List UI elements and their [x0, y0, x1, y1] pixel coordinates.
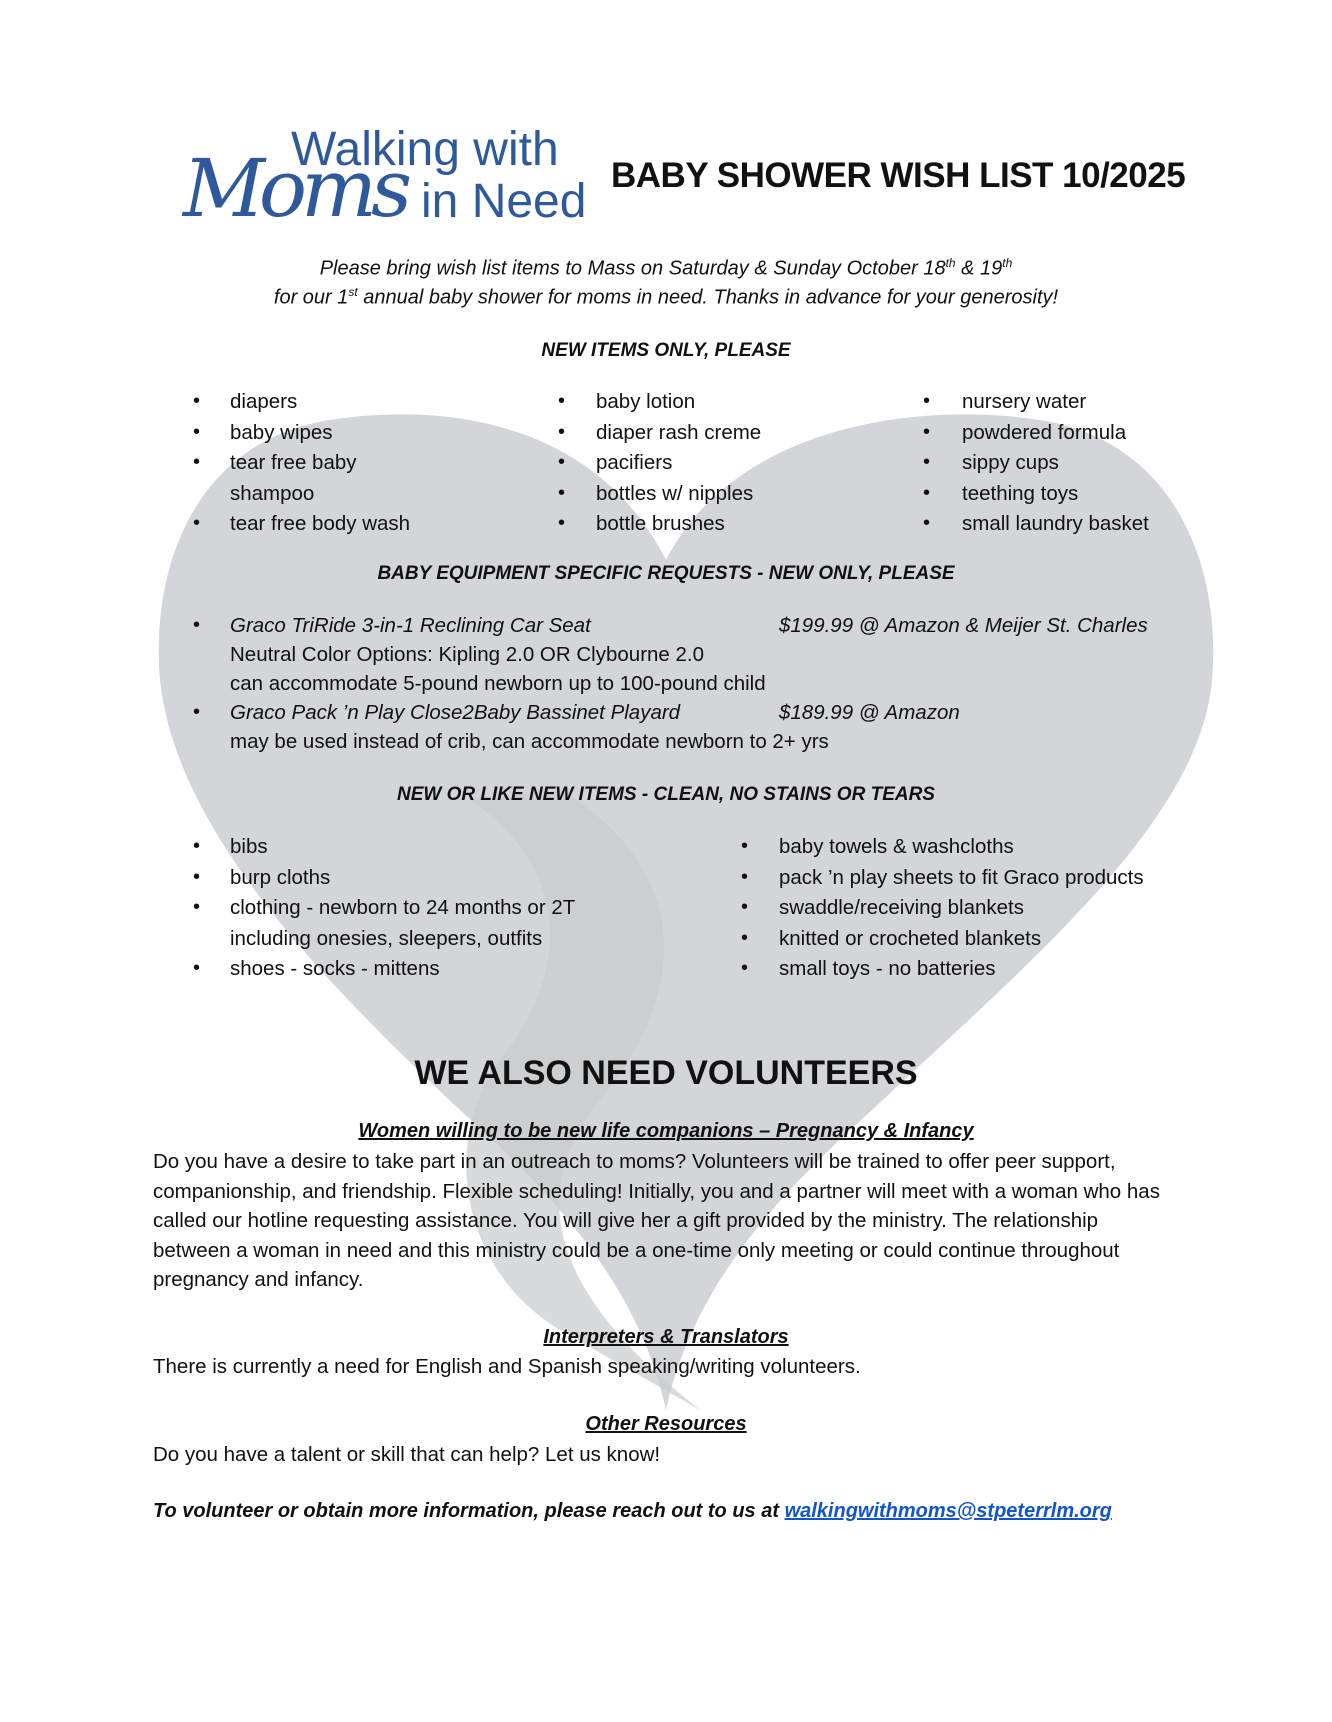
list-item: sippy cups	[962, 451, 1059, 474]
contact-text: To volunteer or obtain more information, please reach out to us at	[153, 1500, 785, 1522]
bullet: •	[558, 420, 566, 443]
bullet: •	[923, 390, 931, 412]
list-item: baby lotion	[596, 390, 696, 413]
list-item: small toys - no batteries	[779, 957, 996, 980]
section-text: There is currently a need for English and Spanish speaking/writing volunteers.	[153, 1355, 861, 1378]
bullet: •	[193, 896, 201, 918]
bullet: •	[741, 926, 749, 949]
list-item: burp cloths	[230, 865, 331, 889]
section-title: Other Resources	[585, 1413, 747, 1435]
bullet: •	[741, 865, 749, 888]
page-title: BABY SHOWER WISH LIST 10/2025	[611, 156, 1186, 195]
logo-script: Moms	[183, 142, 406, 235]
bullet: •	[741, 957, 749, 979]
list-item: pacifiers	[596, 451, 673, 474]
bullet: •	[193, 390, 201, 412]
list-item: tear free body wash	[230, 512, 411, 535]
email-link[interactable]: walkingwithmoms@stpeterrlm.org	[784, 1500, 1112, 1522]
bullet: •	[923, 451, 931, 473]
list-item: bottle brushes	[596, 512, 725, 535]
list-item: including onesies, sleepers, outfits	[230, 926, 543, 950]
bullet: •	[193, 451, 201, 473]
bullet: •	[193, 701, 201, 723]
logo-line2: in Need	[421, 175, 587, 228]
bullet: •	[741, 896, 749, 918]
bullet: •	[193, 512, 201, 534]
equipment-price: $189.99 @ Amazon	[779, 701, 960, 724]
equipment-note: may be used instead of crib, can accommodate newborn to 2+ yrs	[230, 730, 829, 753]
list-item: diaper rash creme	[596, 420, 762, 444]
new-items-heading: NEW ITEMS ONLY, PLEASE	[541, 340, 791, 361]
bullet: •	[193, 865, 201, 888]
contact-line	[153, 1500, 1112, 1523]
list-item: swaddle/receiving blankets	[779, 896, 1024, 919]
bullet: •	[193, 835, 201, 857]
bullet: •	[193, 957, 201, 979]
intro-line1: Please bring wish list items to Mass on Saturday & Sunday October 18th & 19th	[319, 256, 1013, 280]
bullet: •	[923, 512, 931, 534]
volunteers-heading: WE ALSO NEED VOLUNTEERS	[414, 1054, 918, 1092]
list-item: powdered formula	[962, 420, 1127, 444]
list-item: shampoo	[230, 481, 315, 505]
list-item: baby towels & washcloths	[779, 835, 1014, 858]
bullet: •	[923, 420, 931, 443]
list-item: nursery water	[962, 390, 1087, 413]
logo-line1: Walking with	[291, 123, 559, 176]
list-item: bottles w/ nipples	[596, 481, 754, 505]
intro-line2: for our 1st annual baby shower for moms in need. Thanks in advance for your generosity!	[273, 285, 1059, 309]
bullet: •	[558, 512, 566, 534]
list-item: teething toys	[962, 481, 1079, 505]
bullet: •	[193, 420, 201, 443]
list-item: shoes - socks - mittens	[230, 957, 440, 980]
list-item: knitted or crocheted blankets	[779, 926, 1042, 950]
bullet: •	[741, 835, 749, 857]
bullet: •	[558, 390, 566, 412]
equipment-name: Graco Pack ’n Play Close2Baby Bassinet Playard	[230, 701, 681, 724]
section-text: Do you have a talent or skill that can help? Let us know!	[153, 1443, 661, 1466]
equipment-note: Neutral Color Options: Kipling 2.0 OR Clybourne 2.0	[230, 643, 705, 666]
section-title: Interpreters & Translators	[543, 1326, 789, 1348]
list-item: bibs	[230, 835, 268, 858]
equipment-price: $199.99 @ Amazon & Meijer St. Charles	[779, 614, 1148, 637]
bullet: •	[558, 451, 566, 473]
logo	[183, 122, 613, 250]
equipment-note: can accommodate 5-pound newborn up to 100-pound child	[230, 672, 766, 695]
equipment-heading: BABY EQUIPMENT SPECIFIC REQUESTS - NEW ONLY, PLEASE	[377, 563, 955, 584]
list-item: tear free baby	[230, 451, 357, 474]
list-item: clothing - newborn to 24 months or 2T	[230, 896, 576, 919]
list-item: small laundry basket	[962, 512, 1149, 535]
bullet: •	[558, 481, 566, 504]
list-item: baby wipes	[230, 420, 333, 444]
section-title: Women willing to be new life companions – Pregnancy & Infancy	[358, 1120, 974, 1142]
section-text: Do you have a desire to take part in an outreach to moms? Volunteers will be trained to offer peer support, companionship, and friendship. Flexible scheduling! Initially, you and a partner will meet with a woman who has called our hotline requesting assistance. You will give her a gift provided by the ministry. The relationship between a woman in need and this ministry could be a one-time only meeting or could continue throughout pregnancy and infancy.	[153, 1150, 1160, 1291]
list-item: pack ’n play sheets to fit Graco products	[779, 865, 1144, 889]
bullet: •	[923, 481, 931, 504]
like-new-heading: NEW OR LIKE NEW ITEMS - CLEAN, NO STAINS OR TEARS	[397, 784, 935, 805]
equipment-name: Graco TriRide 3-in-1 Reclining Car Seat	[230, 614, 591, 637]
bullet: •	[193, 614, 201, 636]
list-item: diapers	[230, 390, 298, 413]
